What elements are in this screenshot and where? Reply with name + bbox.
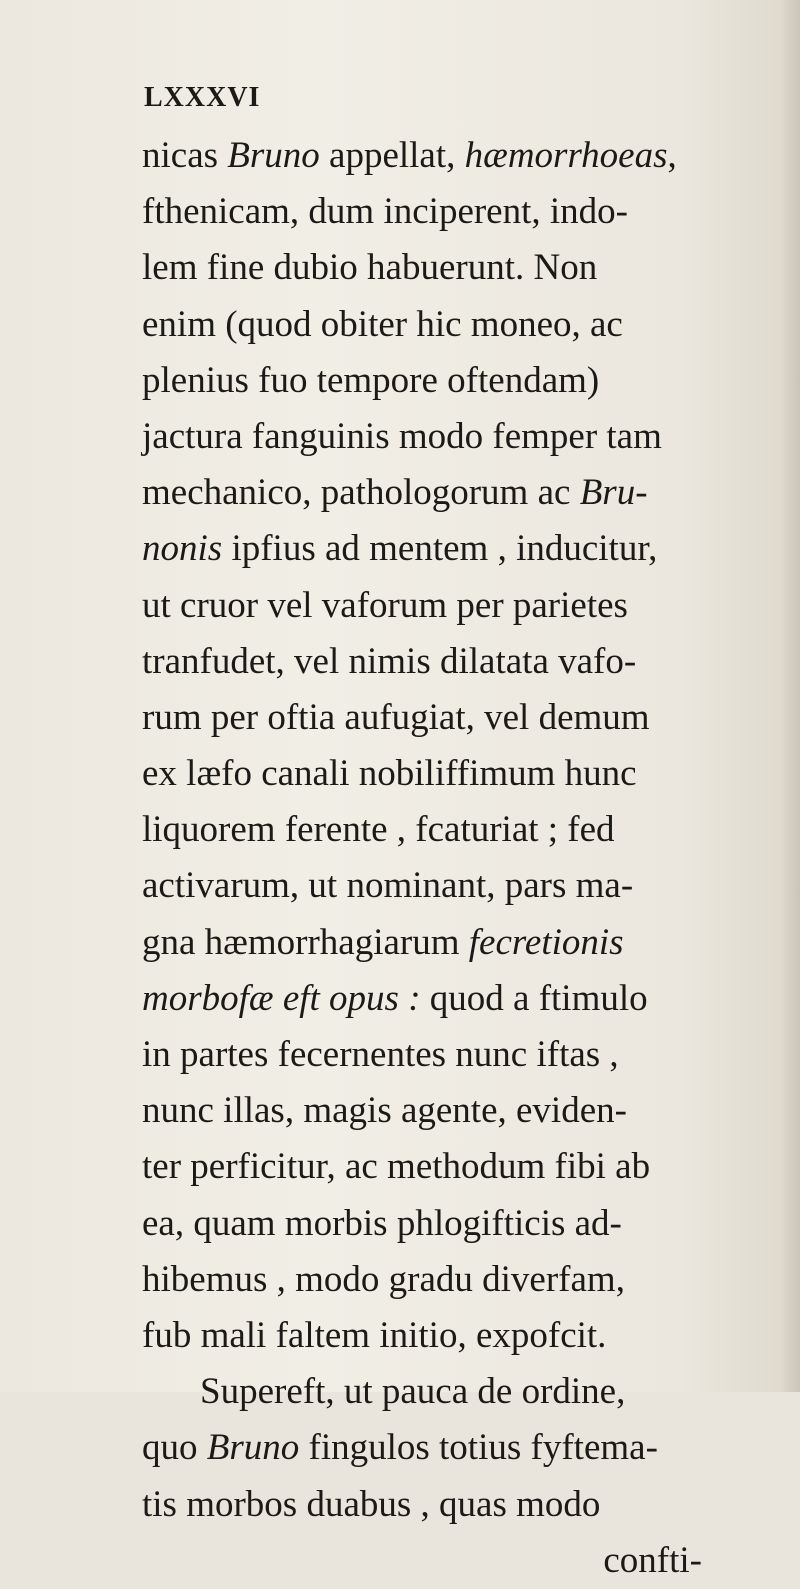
text-segment: nunc illas, magis agente, eviden- <box>142 1090 627 1132</box>
text-segment: fthenicam, dum inciperent, indo- <box>142 191 628 233</box>
text-segment: ut cruor vel vaforum per parietes <box>142 584 628 626</box>
text-segment: jactura fanguinis modo femper tam <box>142 415 662 457</box>
text-line <box>142 297 768 353</box>
text-segment: tranfudet, vel nimis dilatata vafo- <box>142 640 637 682</box>
text-line <box>142 858 768 914</box>
text-segment: ea, quam morbis phlogifticis ad- <box>142 1202 622 1244</box>
text-segment: ex læfo canali nobiliffimum hunc <box>142 753 637 795</box>
page-number: LXXXVI <box>144 82 261 113</box>
text-segment: liquorem ferente , fcaturiat ; fed <box>142 809 615 851</box>
text-segment: enim (quod obiter hic moneo, ac <box>142 303 623 345</box>
text-segment: activarum, ut nominant, pars ma- <box>142 865 634 907</box>
text-segment: confti- <box>603 1539 702 1581</box>
text-line <box>142 240 768 296</box>
text-segment: ter perficitur, ac methodum fibi ab <box>142 1146 651 1188</box>
text-line <box>142 971 768 1027</box>
text-line <box>142 1139 768 1195</box>
text-line <box>142 521 768 577</box>
text-segment: fub mali faltem initio, expofcit. <box>142 1314 607 1356</box>
italic-text: morbofæ eft opus : <box>142 977 421 1019</box>
italic-text: hæmorrhoeas <box>464 135 668 176</box>
text-segment: tis morbos duabus , quas modo <box>142 1483 601 1525</box>
text-segment: gna hæmorrhagiarum <box>142 921 469 963</box>
body-text <box>142 128 768 1589</box>
italic-text: nonis <box>142 528 223 570</box>
text-line <box>142 1027 768 1083</box>
text-line <box>142 409 768 465</box>
text-segment: lem fine dubio habuerunt. Non <box>142 247 598 289</box>
text-line <box>142 128 768 184</box>
italic-text: Bruno <box>227 135 320 176</box>
text-segment: rum per oftia aufugiat, vel demum <box>142 696 650 738</box>
text-segment: hibemus , modo gradu diverfam, <box>142 1258 625 1300</box>
text-line <box>142 802 768 858</box>
text-segment: mechanico, pathologorum ac <box>142 472 580 514</box>
text-segment: , <box>667 135 677 176</box>
text-line <box>142 465 768 521</box>
text-line <box>142 1477 768 1533</box>
text-line <box>142 353 768 409</box>
text-segment: quo <box>142 1427 207 1469</box>
text-line <box>142 1533 768 1589</box>
text-line <box>142 1308 768 1364</box>
text-segment: Supereft, ut pauca de ordine, <box>200 1371 626 1413</box>
text-line <box>142 634 768 690</box>
text-segment: quod a ftimulo <box>420 977 648 1019</box>
text-line <box>142 1364 768 1420</box>
text-line <box>142 1196 768 1252</box>
text-line <box>142 1083 768 1139</box>
italic-text: Bru- <box>579 472 648 514</box>
text-line <box>142 578 768 634</box>
text-line <box>142 184 768 240</box>
text-line <box>142 915 768 971</box>
text-segment: ipfius ad mentem , inducitur, <box>222 528 658 570</box>
text-line <box>142 1252 768 1308</box>
italic-text: Bruno <box>206 1427 300 1469</box>
text-segment: fingulos totius fyftema- <box>299 1427 658 1469</box>
text-segment: nicas <box>142 135 228 176</box>
text-segment: in partes fecernentes nunc iftas , <box>142 1034 619 1075</box>
page-edge-shadow <box>780 0 800 1392</box>
text-segment: plenius fuo tempore oftendam) <box>142 359 600 401</box>
text-segment: appellat, <box>319 135 465 176</box>
text-line <box>142 746 768 802</box>
italic-text: fecretionis <box>468 921 624 963</box>
text-line <box>142 690 768 746</box>
text-line <box>142 1420 768 1476</box>
